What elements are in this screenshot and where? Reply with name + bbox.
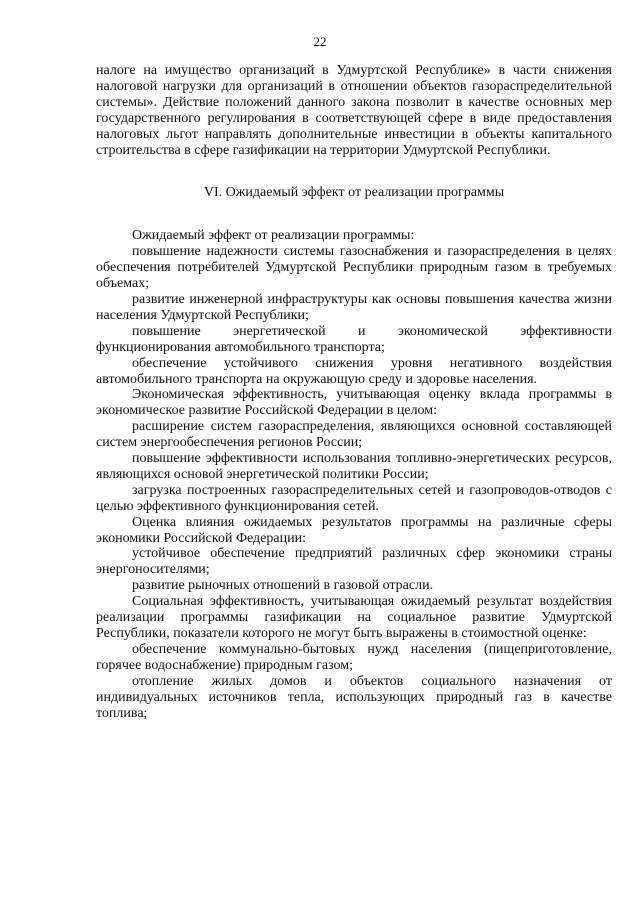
paragraph: обеспечение коммунально-бытовых нужд населения (пищеприготовление, горячее водоснабжение) природным газом; xyxy=(96,641,612,673)
paragraph: Экономическая эффективность, учитывающая оценку вклада программы в экономическое развитие Российской Федерации в целом: xyxy=(96,387,612,419)
paragraph: повышение энергетической и экономической эффективности функционирования автомобильного транспорта; xyxy=(96,323,612,355)
paragraph: повышение эффективности использования топливно-энергетических ресурсов, являющихся основой энергетической политики России; xyxy=(96,451,612,482)
paragraph: расширение систем газораспределения, являющихся основной составляющей систем энергообеспечения регионов России; xyxy=(96,419,612,451)
paragraph: Ожидаемый эффект от реализации программы: xyxy=(132,228,415,244)
paragraph: отопление жилых домов и объектов социального назначения от индивидуальных источников тепла, использующих природный газ в качестве топлива; xyxy=(96,673,612,721)
paragraph: Социальная эффективность, учитывающая ожидаемый результат воздействия реализации программы газификации на социальное развитие Удмуртской Республики, показатели которого не могут быть выражены в стоимостной оценке: xyxy=(96,594,612,641)
section-heading: VI. Ожидаемый эффект от реализации программы xyxy=(203,185,505,201)
paragraph: обеспечение устойчивого снижения уровня негативного воздействия автомобильного транспорта на окружающую среду и здоровье населения. xyxy=(96,355,612,387)
paragraph: загрузка построенных газораспределительных сетей и газопроводов-отводов с целью эффективного функционирования сетей. xyxy=(96,482,612,514)
intro-paragraph: налоге на имущество организаций в Удмуртской Республике» в части снижения налоговой нагрузки для организаций в отношении объектов газораспределительной системы». Действие положений данного закона позволит в качестве основных мер государственного регулирования в соответствующей сфере в виде предоставления налоговых льгот направлять дополнительные инвестиции в объекты капитального строительства в сфере газификации на территории Удмуртской Республики. xyxy=(96,63,612,158)
paragraph: устойчивое обеспечение предприятий различных сфер экономики страны энергоносителями; xyxy=(96,546,612,578)
paragraph: Оценка влияния ожидаемых результатов программы на различные сферы экономики Российской Федерации: xyxy=(96,514,612,546)
document-body xyxy=(96,63,612,721)
paragraph: развитие инженерной инфраструктуры как основы повышения качества жизни населения Удмуртской Республики; xyxy=(96,291,612,323)
paragraph: повышение надежности системы газоснабжения и газораспределения в целях обеспечения потребителей Удмуртской Республики природным газом в требуемых объемах; xyxy=(96,244,612,292)
paragraph: развитие рыночных отношений в газовой отрасли. xyxy=(132,578,434,594)
page-number: 22 xyxy=(313,34,327,49)
